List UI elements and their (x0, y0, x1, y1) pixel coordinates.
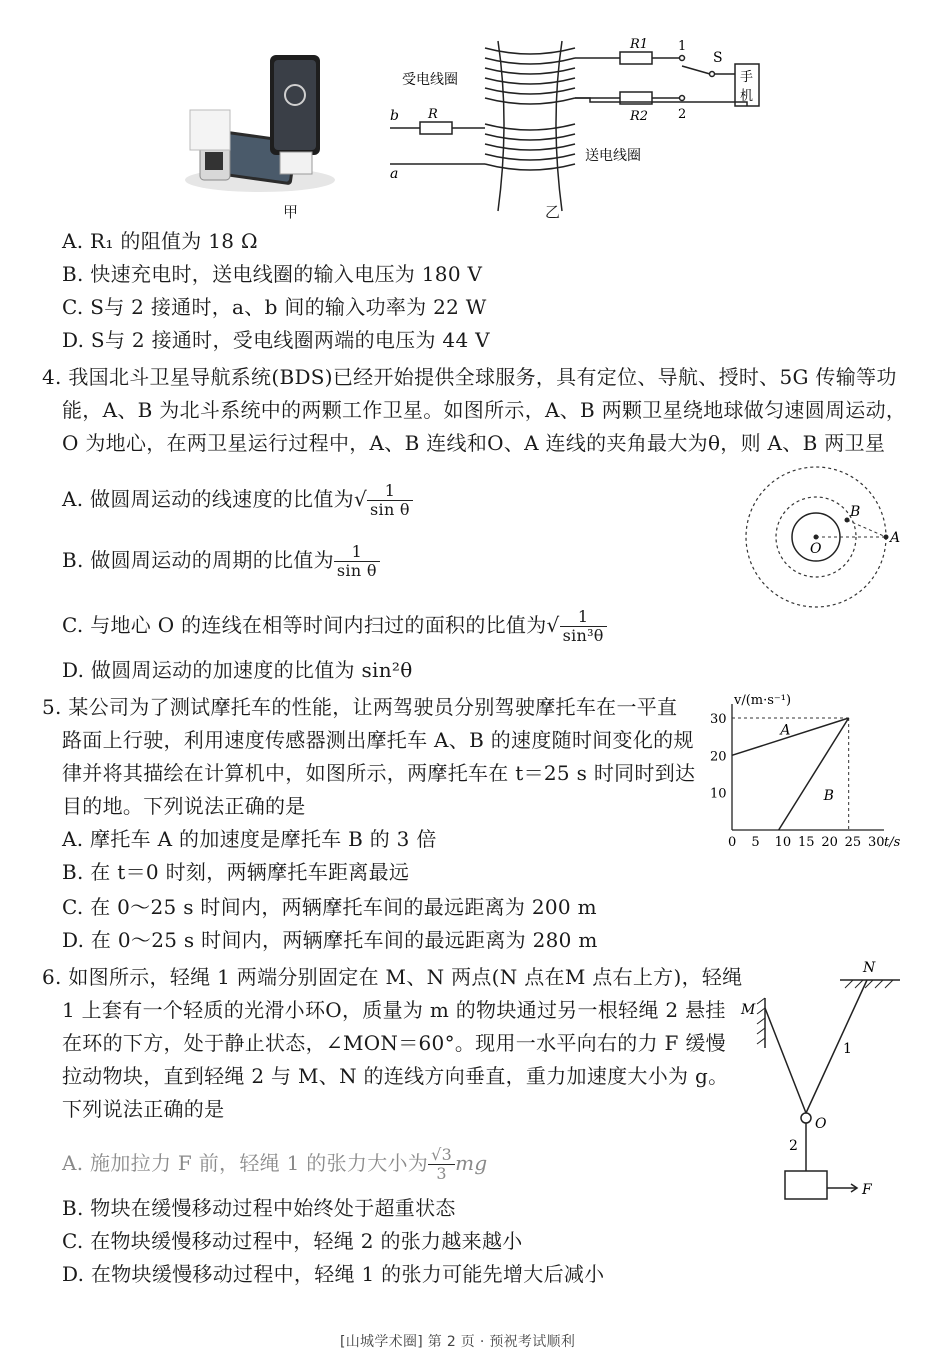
q4-option-b (62, 543, 380, 580)
q3-option-d: D. S与 2 接通时，受电线圈两端的电压为 44 V (62, 328, 490, 352)
q5-stem-line4: 目的地。下列说法正确的是 (62, 794, 306, 818)
rope-1-left (765, 1008, 806, 1113)
q6-stem-line5: 下列说法正确的是 (62, 1097, 225, 1121)
label-2: 2 (678, 107, 687, 122)
wireless-charger-photo (180, 40, 340, 200)
q6-option-a-text: A. 施加拉力 F 前，轻绳 1 的张力大小为 (62, 1151, 429, 1175)
q4-stem-line3: O 为地心，在两卫星运行过程中，A、B 连线和O、A 连线的夹角最大为θ，则 A、B 两卫星 (62, 431, 886, 455)
x-axis-label: t/s (884, 835, 901, 850)
q4-option-c-sqrt: √ $\frac{1}{\text{sin³θ}}$ (547, 608, 607, 645)
fig-yi-caption: 乙 (545, 203, 561, 221)
q4-option-a-sqrt: √ $\frac{1}{\text{sin θ}}$ (354, 482, 413, 519)
q4-c-den: sin³θ (562, 626, 604, 645)
series-label-B: B (823, 788, 834, 805)
rope-ring-diagram (735, 958, 935, 1208)
fig-label-N: N (863, 960, 876, 976)
y-tick-label: 10 (710, 786, 727, 802)
q4-option-b-text: B. 做圆周运动的周期的比值为 (62, 548, 334, 572)
phone-label-bottom: 机 (740, 89, 754, 104)
label-b: b (390, 108, 399, 124)
ring-O (801, 1113, 811, 1123)
q4-option-a (62, 482, 413, 519)
resistor-R (420, 122, 452, 134)
velocity-time-chart (700, 688, 920, 853)
q4-b-den: sin θ (336, 561, 377, 580)
fig-label-B: B (850, 504, 861, 520)
label-1: 1 (678, 39, 687, 54)
fig-label-O: O (810, 541, 822, 557)
q4-a-den: sin θ (370, 500, 410, 519)
q6-stem-line2: 1 上套有一个轻质的光滑小环O，质量为 m 的物块通过另一根轻绳 2 悬挂 (62, 998, 726, 1022)
fig-label-O: O (815, 1116, 827, 1132)
coil-circuit-diagram (380, 36, 770, 226)
q4-stem-line2: 能，A、B 为北斗系统中的两颗工作卫星。如图所示，A、B 两颗卫星绕地球做匀速圆周运动， (62, 398, 907, 422)
q6-a-num: √3 (428, 1146, 455, 1165)
q6-option-b: B. 物块在缓慢移动过程中始终处于超重状态 (62, 1196, 456, 1220)
q6-option-a (62, 1146, 487, 1183)
fig-label-F: F (862, 1182, 872, 1198)
x-tick-label: 25 (844, 835, 862, 850)
charger-photo-drawing (185, 55, 335, 192)
q5-stem-line3: 律并将其描绘在计算机中，如图所示，两摩托车在 t＝25 s 时同时到达 (62, 761, 696, 785)
fig-label-M: M (741, 1002, 756, 1018)
phone-label-top: 手 (740, 70, 754, 85)
q5-option-b: B. 在 t＝0 时刻，两辆摩托车距离最远 (62, 860, 410, 884)
q4-option-c-text: C. 与地心 O 的连线在相等时间内扫过的面积的比值为 (62, 613, 547, 637)
q4-option-a-text: A. 做圆周运动的线速度的比值为 (62, 487, 354, 511)
receiver-coil-label: 受电线圈 (402, 72, 458, 88)
q5-stem-line1: 5. 某公司为了测试摩托车的性能，让两驾驶员分别驾驶摩托车在一平直 (42, 695, 678, 719)
q5-option-d: D. 在 0～25 s 时间内，两辆摩托车间的最远距离为 280 m (62, 928, 598, 952)
switch-S (682, 66, 710, 74)
q3-option-b: B. 快速充电时，送电线圈的输入电压为 180 V (62, 262, 483, 286)
q6-option-c: C. 在物块缓慢移动过程中，轻绳 2 的张力越来越小 (62, 1229, 523, 1253)
x-tick-label: 0 (728, 835, 737, 850)
q4-c-num: 1 (560, 608, 607, 627)
q3-option-a: A. R₁ 的阻值为 18 Ω (62, 229, 258, 253)
q6-stem-line3: 在环的下方，处于静止状态，∠MON＝60°。现用一水平向右的力 F 缓慢 (62, 1031, 726, 1055)
y-tick-label: 20 (710, 749, 727, 765)
q4-b-num: 1 (334, 543, 380, 562)
q5-option-a: A. 摩托车 A 的加速度是摩托车 B 的 3 倍 (62, 827, 437, 851)
q5-option-c: C. 在 0～25 s 时间内，两辆摩托车间的最远距离为 200 m (62, 895, 597, 919)
label-R1: R1 (630, 37, 649, 52)
q6-stem-line1: 6. 如图所示，轻绳 1 两端分别固定在 M、N 两点(N 点在M 点右上方)，轻绳 (42, 965, 743, 989)
receiver-coil (485, 48, 575, 104)
y-tick-label: 30 (710, 712, 727, 727)
fig-jia-caption: 甲 (283, 203, 299, 221)
x-tick-label: 5 (751, 835, 760, 850)
q6-option-d: D. 在物块缓慢移动过程中，轻绳 1 的张力可能先增大后减小 (62, 1262, 605, 1286)
label-a: a (390, 166, 399, 182)
fig-label-2: 2 (789, 1138, 798, 1154)
x-tick-label: 30 (868, 835, 885, 850)
line-AB (847, 520, 886, 537)
q6-a-mg: mg (455, 1151, 488, 1175)
satellite-B (845, 518, 850, 523)
satellite-A (884, 535, 889, 540)
q4-stem-line1: 4. 我国北斗卫星导航系统(BDS)已经开始提供全球服务，具有定位、导航、授时、5G 传输等功 (42, 365, 897, 389)
q5-stem-line2: 路面上行驶，利用速度传感器测出摩托车 A、B 的速度随时间变化的规 (62, 728, 694, 752)
x-tick-label: 15 (798, 835, 815, 850)
x-tick-label: 10 (774, 835, 792, 850)
q6-a-den: 3 (436, 1164, 447, 1183)
sender-coil-label: 送电线圈 (585, 148, 641, 164)
fig-label-A: A (890, 530, 901, 546)
q6-stem-line4: 拉动物块，直到轻绳 2 与 M、N 的连线方向垂直，重力加速度大小为 g。 (62, 1064, 729, 1088)
label-S: S (713, 50, 723, 66)
label-R: R (428, 107, 438, 122)
rope-1-right (806, 980, 867, 1113)
q4-a-num: 1 (367, 482, 413, 501)
q4-option-d: D. 做圆周运动的加速度的比值为 sin²θ (62, 658, 413, 682)
fig-label-1: 1 (843, 1041, 852, 1057)
series-label-A: A (780, 722, 791, 739)
y-axis-label: v/(m·s⁻¹) (734, 693, 792, 708)
sender-coil (485, 124, 575, 170)
page-footer: [山城学术圈] 第 2 页 · 预祝考试顺利 (340, 1334, 576, 1350)
x-tick-label: 20 (821, 835, 838, 850)
q3-option-c: C. S与 2 接通时，a、b 间的输入功率为 22 W (62, 295, 487, 319)
q4-option-c (62, 608, 607, 645)
label-R2: R2 (630, 109, 649, 124)
satellite-orbit-diagram (740, 460, 910, 610)
block (785, 1171, 827, 1199)
resistor-R1 (620, 52, 652, 64)
